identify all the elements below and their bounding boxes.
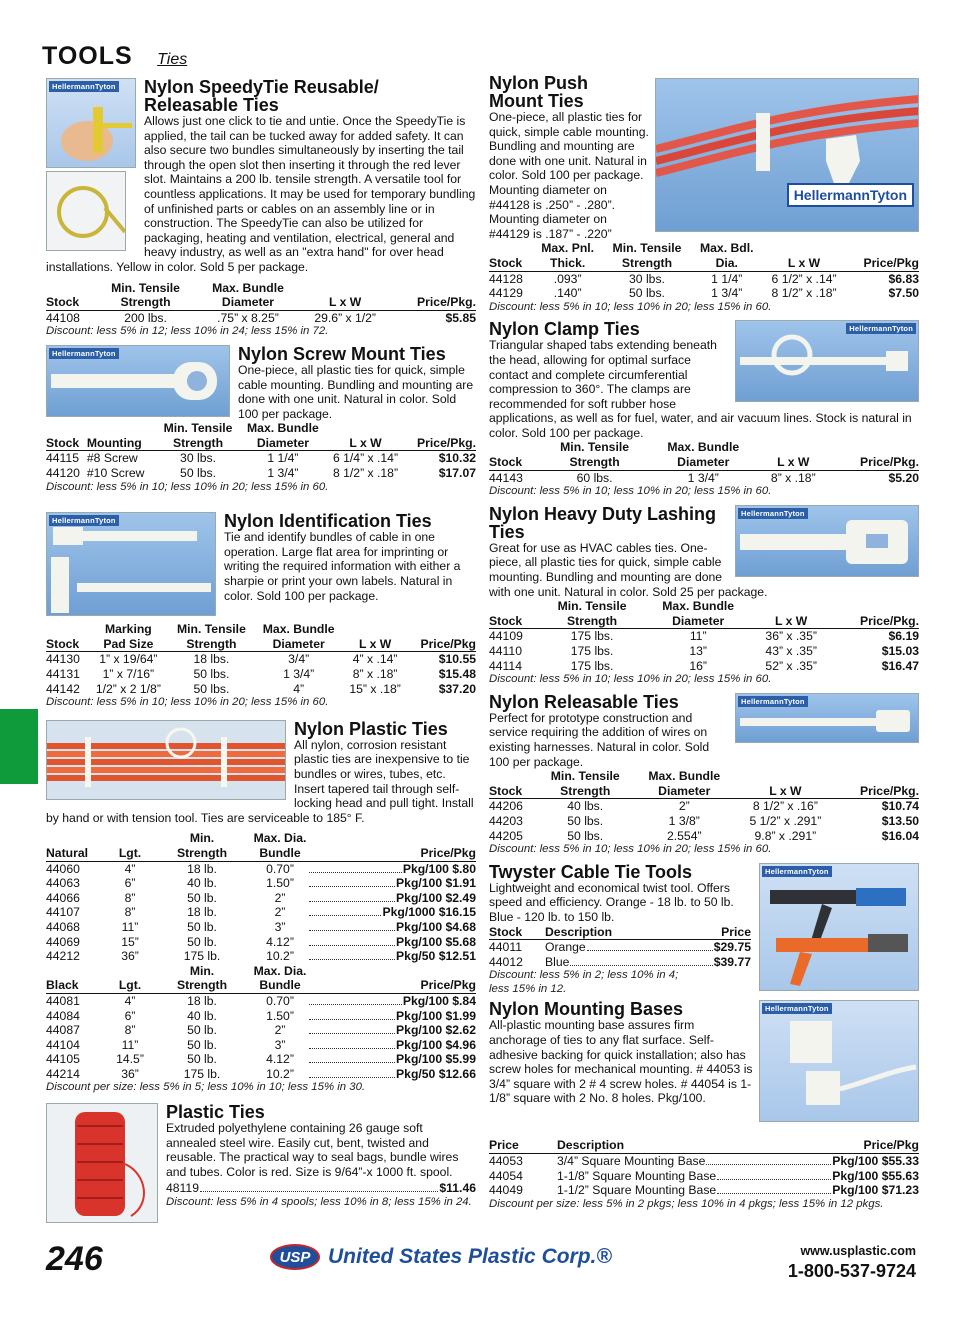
page-subtitle-link[interactable]: Ties <box>157 51 188 68</box>
push-mount-description: One-piece, all plastic ties for quick, simple cable mounting. Bundling and mounting are done with one unit. Natural in color. Sold 100 per package. Mounting diameter on #44128 is .250” - .280”. Mounting diameter on #44129 is .187” - .220” <box>489 110 649 241</box>
identification-table: Marking Min. Tensile Max. Bundle Stock Pad Size Strength Diameter L x W Price/Pkg 44130 1” x 19/64” 18 lbs. 3/4” 4” x .14” $10.55 44131 1” x 7/16” 50 lbs. 1 3/4” 8” x .18” $15.48 44142 1/2” x 2 1/8” 50 lbs. 4” 15” x .18” $37.20 <box>46 622 476 696</box>
table-row: 44054 1-1/8” Square Mounting Base Pkg/100 $55.63 <box>489 1168 919 1183</box>
clamp-title: Nylon Clamp Ties <box>489 319 640 340</box>
releasable-title: Nylon Releasable Ties <box>489 691 679 712</box>
discount-note: Discount: less 5% in 12; less 10% in 24; less 15% in 72. <box>46 325 329 338</box>
brand-logo: HellermannTyton <box>787 183 914 207</box>
page-number: 246 <box>46 1240 103 1278</box>
releasable-description: Perfect for prototype construction and service requiring the addition of wires on existing harnesses. Natural in color. Sold 100 per package. <box>489 710 710 769</box>
natural-ties-table: Min. Max. Dia. Natural Lgt. Strength Bundle Price/Pkg <box>46 831 476 860</box>
discount-note: Discount: less 5% in 10; less 10% in 20; less 15% in 60. <box>46 480 329 493</box>
table-row: 44104 11” 50 lb. 3” Pkg/100 $4.96 <box>46 1037 476 1052</box>
brand-logo: HellermannTyton <box>762 1003 832 1014</box>
discount-note: Discount: less 5% in 4 spools; less 10% in 8; less 15% in 24. <box>166 1196 472 1209</box>
table-row: 44060 4” 18 lb. 0.70” Pkg/100 $.80 <box>46 861 476 876</box>
discount-note: Discount: less 5% in 10; less 10% in 20; less 15% in 60. <box>489 485 772 498</box>
mounting-bases-rows <box>489 1154 919 1198</box>
phone-number: 1-800-537-9724 <box>787 1261 916 1281</box>
nylon-plastic-ties-image <box>46 720 286 800</box>
table-row: 48119 $11.46 <box>166 1181 476 1196</box>
identification-image <box>46 512 216 616</box>
identification-section <box>46 512 476 710</box>
clamp-description: Triangular shaped tabs extending beneath the head, allowing for optimal surface contact and complete circumferential compression to 360°. The clamps are recommended for soft rubber hose applications, as well as for fuel, water, and air vacuum lines. Stock is natural in color. Sold 100 per package. <box>489 338 912 440</box>
table-row: 44212 36” 175 lb. 10.2” Pkg/50 $12.51 <box>46 949 476 964</box>
table-row: 44205 50 lbs. 2.554” 9.8” x .291” $16.04 <box>489 828 919 843</box>
mounting-bases-image <box>759 1000 919 1122</box>
speedytie-hand-image <box>46 78 136 168</box>
screw-mount-table: Min. Tensile Max. Bundle Stock Mounting Strength Diameter L x W Price/Pkg. 44115 #8 Screw 30 lbs. 1 1/4” 6 1/4” x .14” $10.32 44120 #10 Screw 50 lbs. 1 3/4” 8 1/2” x .18” $17.07 <box>46 421 476 481</box>
identification-title: Nylon Identification Ties <box>224 511 432 532</box>
plastic-ties-description: Extruded polyethylene containing 26 gauge soft annealed steel wire. Easily cut, bent, twisted and reusable. The practical way to seal bags, bundle wires and tubes. Color is red. Size is 9/64”-x 1000 ft. spool. <box>166 1121 459 1179</box>
page-header <box>42 42 187 74</box>
table-row: 44011 Orange $29.75 <box>489 940 751 955</box>
table-row: 44110 175 lbs. 13” 43” x .35” $15.03 <box>489 644 919 658</box>
table-row: 44203 50 lbs. 1 3/8” 5 1/2” x .291” $13.50 <box>489 813 919 828</box>
brand-logo: HellermannTyton <box>49 348 119 359</box>
table-row: 44206 40 lbs. 2” 8 1/2” x .16” $10.74 <box>489 799 919 814</box>
twyster-section <box>489 863 919 997</box>
heavy-duty-description: Great for use as HVAC cables ties. One-piece, all plastic ties for quick, simple cable mounting. Bundling and mounting are done with one unit. Natural in color. Sold 25 per package. <box>489 540 768 599</box>
twyster-tools-image <box>759 863 919 991</box>
discount-note: Discount per size: less 5% in 2 pkgs; less 10% in 4 pkgs; less 15% in 12 pkgs. <box>489 1197 884 1210</box>
clamp-table: Min. Tensile Max. Bundle Stock Strength Diameter L x W Price/Pkg. 44143 60 lbs. 1 3/4” 8” x .18” $5.20 <box>489 440 919 485</box>
plastic-ties-title: Plastic Ties <box>166 1102 265 1123</box>
screw-mount-description: One-piece, all plastic ties for quick, simple cable mounting. Bundling and mounting are done with one unit. Natural in color. Sold 100 per package. <box>238 362 474 421</box>
table-row: 44108 200 lbs. .75” x 8.25” 29.6” x 1/2” $5.85 <box>46 310 476 325</box>
table-row: 44084 6” 40 lb. 1.50” Pkg/100 $1.99 <box>46 1008 476 1023</box>
heavy-duty-title: Nylon Heavy Duty Lashing Ties <box>489 503 717 542</box>
website-link[interactable]: www.usplastic.com <box>800 1244 916 1258</box>
heavy-duty-image <box>735 505 919 577</box>
table-row: 44143 60 lbs. 1 3/4” 8” x .18” $5.20 <box>489 470 919 485</box>
table-row: 44069 15” 50 lb. 4.12” Pkg/100 $5.68 <box>46 934 476 949</box>
usp-logo-icon: USP <box>270 1244 320 1270</box>
clamp-section <box>489 320 919 499</box>
table-row: 44115 #8 Screw 30 lbs. 1 1/4” 6 1/4” x .14” $10.32 <box>46 451 476 466</box>
identification-description: Tie and identify bundles of cable in one operation. Large flat area for imprinting or writing the required information with either a sharpie or print your own labels. Natural in color. Sold 100 per package. <box>224 530 461 603</box>
table-row: 44128 .093” 30 lbs. 1 1/4” 6 1/2” x .14” $6.83 <box>489 271 919 286</box>
table-row: 44109 175 lbs. 11” 36” x .35” $6.19 <box>489 629 919 644</box>
speedytie-loop-image <box>46 171 126 251</box>
brand-logo: HellermannTyton <box>846 323 916 334</box>
brand-logo: HellermannTyton <box>49 515 119 526</box>
brand-logo: HellermannTyton <box>738 696 808 707</box>
push-mount-title: Nylon Push Mount Ties <box>489 73 589 111</box>
right-column <box>489 74 919 1211</box>
natural-ties-rows <box>46 862 476 964</box>
speedytie-title: Nylon SpeedyTie Reusable/ Releasable Ties <box>144 77 379 115</box>
heavy-duty-section <box>489 505 919 687</box>
speedytie-table: Min. Tensile Max. Bundle Stock Strength Diameter L x W Price/Pkg. 44108 200 lbs. .75” x 8.25” 29.6” x 1/2” $5.85 <box>46 280 476 325</box>
discount-note: Discount: less 5% in 10; less 10% in 20; less 15% in 60. <box>489 300 772 313</box>
push-mount-image <box>655 78 919 232</box>
section-tab <box>0 709 38 784</box>
nylon-plastic-ties-description: All nylon, corrosion resistant plastic ties are inexpensive to tie bundles or wires, tubes, etc. Insert tapered tail through self-locking head and pull tight. Install by hand or with tension tool. Ties are serviceable to 185° F. <box>46 737 474 825</box>
company-name: United States Plastic Corp.® <box>328 1245 612 1268</box>
twyster-description: Lightweight and economical twist tool. Offers speed and efficiency. Orange - 18 lb. to 50 lb. Blue - 120 lb. to 150 lb. <box>489 880 734 924</box>
table-row: 44063 6” 40 lb. 1.50” Pkg/100 $1.91 <box>46 876 476 891</box>
releasable-section <box>489 693 919 857</box>
screw-mount-section <box>46 345 476 494</box>
twyster-title: Twyster Cable Tie Tools <box>489 861 693 882</box>
nylon-plastic-ties-title: Nylon Plastic Ties <box>294 718 448 739</box>
table-row: 44053 3/4” Square Mounting Base Pkg/100 $55.33 <box>489 1154 919 1169</box>
speedytie-description: Allows just one click to tie and untie. Once the SpeedyTie is applied, the tail can be tucked away for added safety. It can also secure two bundles simultaneously by inserting the tail through the open slot then inserting it through the red lever slot. Maintains a 200 lb. tensile strength. A versatile tool for countless applications. It may be used for temporary bundling of unfinished parts or cables on an assembly line or in construction. The SpeedyTie can also be utilized for packaging, heating and ventilation, electrical, general and heavy industry, as well as an "extra hand" for over head installations. Yellow in color. Sold 5 per package. <box>46 114 476 274</box>
releasable-image <box>735 693 919 743</box>
clamp-image <box>735 320 919 402</box>
table-row: 44081 4” 18 lb. 0.70” Pkg/100 $.84 <box>46 993 476 1008</box>
table-row: 44114 175 lbs. 16” 52” x .35” $16.47 <box>489 658 919 673</box>
twyster-rows <box>489 940 751 969</box>
table-row: 44012 Blue $39.77 <box>489 954 751 969</box>
brand-logo: HellermannTyton <box>49 81 119 92</box>
table-row: 44214 36” 175 lb. 10.2” Pkg/50 $12.66 <box>46 1066 476 1081</box>
table-row: 44105 14.5” 50 lb. 4.12” Pkg/100 $5.99 <box>46 1052 476 1067</box>
discount-note: Discount: less 5% in 10; less 10% in 20; less 15% in 60. <box>489 673 772 686</box>
twyster-table: Stock Description Price <box>489 924 751 939</box>
page-title: TOOLS <box>42 42 133 70</box>
nylon-plastic-ties-section <box>46 720 476 1095</box>
discount-note: Discount: less 5% in 10; less 10% in 20; less 15% in 60. <box>489 843 772 856</box>
plastic-ties-spool-image <box>46 1103 158 1223</box>
push-mount-table: Max. Pnl. Min. Tensile Max. Bdl. Stock Thick. Strength Dia. L x W Price/Pkg 44128 .093” 30 lbs. 1 1/4” 6 1/2” x .14” $6.83 44129 .140” 50 lbs. 1 3/4” 8 1/2” x .18” $7.50 <box>489 241 919 301</box>
push-mount-section <box>489 74 919 314</box>
table-row: 44066 8” 50 lb. 2” Pkg/100 $2.49 <box>46 890 476 905</box>
black-ties-rows <box>46 994 476 1082</box>
mounting-bases-title: Nylon Mounting Bases <box>489 999 684 1020</box>
discount-note: Discount: less 5% in 10; less 10% in 20; less 15% in 60. <box>46 696 329 709</box>
black-ties-table: Min. Max. Dia. Black Lgt. Strength Bundle Price/Pkg <box>46 963 476 993</box>
table-row: 44142 1/2” x 2 1/8” 50 lbs. 4” 15” x .18” $37.20 <box>46 681 476 696</box>
discount-note: Discount: less 5% in 2; less 10% in 4; less 15% in 12. <box>489 969 679 995</box>
plastic-ties-section <box>46 1103 476 1223</box>
brand-logo: HellermannTyton <box>738 508 808 519</box>
left-column <box>46 78 476 1223</box>
table-row: 44120 #10 Screw 50 lbs. 1 3/4” 8 1/2” x .18” $17.07 <box>46 466 476 481</box>
screw-mount-image <box>46 345 230 417</box>
mounting-bases-table: Price Description Price/Pkg <box>489 1138 919 1153</box>
table-row: 44107 8” 18 lb. 2” Pkg/1000 $16.15 <box>46 905 476 920</box>
mounting-bases-description: All-plastic mounting base assures firm anchorage of ties to any flat surface. Self-adhesive backing for quick installation; also has screw holes for mechanical mounting. # 44053 is 3/4” square with 2 # 4 screw holes. # 44054 is 1-1/8” square with 2 No. 8 holes. Pkg/100. <box>489 1018 753 1106</box>
discount-note: Discount per size: less 5% in 5; less 10% in 10; less 15% in 30. <box>46 1081 366 1094</box>
mounting-bases-section <box>489 1000 919 1211</box>
table-row: 44130 1” x 19/64” 18 lbs. 3/4” 4” x .14” $10.55 <box>46 652 476 667</box>
table-row: 44087 8” 50 lb. 2” Pkg/100 $2.62 <box>46 1023 476 1038</box>
table-row: 44068 11” 50 lb. 3” Pkg/100 $4.68 <box>46 919 476 934</box>
table-row: 44049 1-1/2” Square Mounting Base Pkg/100 $71.23 <box>489 1183 919 1198</box>
releasable-table: Min. Tensile Max. Bundle Stock Strength Diameter L x W Price/Pkg. 44206 40 lbs. 2” 8 1/2” x .16” $10.74 44203 50 lbs. 1 3/8” 5 1/2” x .291” $13.50 44205 50 lbs. 2.554” 9.8” x .291” $16.04 <box>489 769 919 843</box>
heavy-duty-table: Min. Tensile Max. Bundle Stock Strength Diameter L x W Price/Pkg. 44109 175 lbs. 11” 36” x .35” $6.19 44110 175 lbs. 13” 43” x .35” $15.03 44114 175 lbs. 16” 52” x .35” $16.47 <box>489 599 919 673</box>
screw-mount-title: Nylon Screw Mount Ties <box>238 343 446 364</box>
speedytie-section <box>46 78 476 339</box>
table-row: 44131 1” x 7/16” 50 lbs. 1 3/4” 8” x .18” $15.48 <box>46 667 476 682</box>
table-row: 44129 .140” 50 lbs. 1 3/4” 8 1/2” x .18” $7.50 <box>489 286 919 301</box>
brand-logo: HellermannTyton <box>762 866 832 877</box>
footer-brand <box>270 1244 612 1270</box>
